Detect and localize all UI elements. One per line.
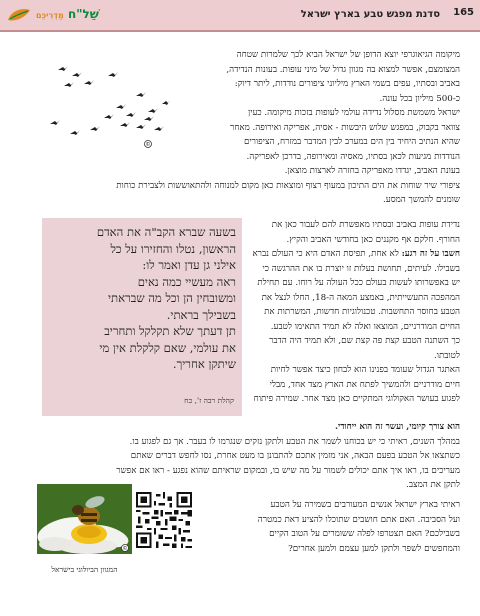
body-line: החורף. חלקם אף מקננים כאן בחודשי האביב והקיץ. [286,234,460,245]
body-line: נדידת עופות באביב ובסתיו מאפשרת להם לעבור כאן את [271,220,460,230]
svg-text:©: © [122,546,128,552]
body-line: הטבע בחוסר התחשבות. טכנולוגיות חדשות, המשרתות את [264,307,460,317]
quote-line: ראה מעשיי כמה נאים [137,274,236,289]
quote-text [50,224,236,373]
closing-text [205,498,460,556]
body-line: לפגוע בעושר האקולוגי המתקיים כאן מצד אחר. שמירה פיתוח [253,394,460,404]
page-title: סדנת מפגש טבע בארץ ישראל [300,9,440,20]
migrating-birds-image [44,62,170,154]
body-span: לא אחת, תפיסת האדם היא כי העולם נברא [252,249,399,259]
quote-line: הראשון, נטלו והחזירו על כל [110,241,236,256]
logo-leaf-icon [6,7,32,23]
quote-source: קהלת רבה ז', כח [184,396,234,405]
intro-line: באביב ובסתיו, עפים בשמי הארץ מיליוני ציפורים נודדות, ליתר דיוק: [234,79,460,89]
right-column-text [250,218,460,407]
body-line [40,420,460,435]
body-line: מעריכים בו, ראו איך אתם יכולים לשמור על מה שיש בו, ובמקום שראיתם שהוא נפגע - ראו אם אפשר [116,465,460,476]
logo-sub: מַדְרִיכֵּם [36,11,64,20]
intro-line: ציפורי שיר שוחות את הים התיכון במעוף רצוף ומוצאות כאן מקום למנוחה ולהתאוששות ולצבירת כוחות [116,180,460,191]
bottom-text [40,420,460,493]
intro-continued [40,164,460,208]
intro-line: הנודדות מגיעות לכאן בסתיו, מאסיה ומאירופה, בדרכן לאפריקה. [246,151,460,162]
quote-line: אילני גן עדן ואמר לו: [142,258,236,272]
qr-code[interactable] [136,492,192,548]
body-line: החיים המודרניים, המוצאו ואלה לא תמיד התאימו לטבע. [270,321,460,332]
body-line: האתגר הגדול שעומד בפנינו הוא לבחון כיצד אפשר לחיות [270,365,460,375]
body-line: בשבילו. לעיתים, תחושת בעלות זו יוצרת בו את ההרגשה כי [262,263,460,274]
intro-line: שהיא הנתיב היחיד בין הים במערב לבין המדבר במזרח, הציפורים [243,137,460,147]
page-number: 165 [453,7,474,18]
body-line: המהפכה התעשייתית, באמצע המאה ה-18, החלו לנצל את [261,292,460,303]
intro-line: בעונת האביב, יגדדו מאפריקה בחזרה לארצות מוצאן. [284,166,460,176]
body-line: כך השתנה הטבע קצת פה קצת שם, ולא תמיד היה הדבר [269,336,460,346]
logo [34,7,99,21]
body-line: חיים מודרניים ולהמשיך לפתח את הארץ מצד אחד, מבלי [269,379,460,390]
logo-main: שֵׁל"ח [67,7,99,21]
bee-flower-photo [37,484,132,554]
quote-line: את עולמי, שאם קלקלת אין מי [99,340,236,355]
photo-caption: המגוון הביולוגי בישראל [51,565,118,574]
bold-lead: חשבו על זה רגע: [401,249,460,259]
intro-line: המצומצם, אפשר למצוא בה מגוון גדול של מיני עופות. בעונות הנדידה, [226,64,460,75]
intro-line: שומנים להמשך המסע. [383,195,460,205]
body-line: ראיתי בארץ ישראל אנשים המעורבים בשמירה על הטבע [270,500,460,510]
body-line [250,247,460,262]
body-line: בשבילכם? האם תצטרפו לפלה ששומרים על הטוב הקיים [269,529,460,539]
body-line: לתקן את המצב. [406,480,460,490]
quote-box [42,218,242,416]
svg-text:©: © [145,142,151,148]
body-line: במהלך השנים, ראיתי כי יש בכוחנו לשמר את הטבע ולתקן נזקים שנגרמו לו בעבר. אך גם לפגוע בו. [129,436,460,447]
body-line: ועל הסביבה. האם אתם חושבים שתוכלו להציע דאת כמטרה [257,514,460,525]
body-line: יש באפשרותו לעשות בעולם ככל העולה על רוחו. עם תחילת [257,278,460,288]
page-header [0,0,480,32]
quote-line: בשבילך בראתי. [166,307,236,322]
body-line: כשתצאו אל הטבע בפעם הבאה, אני מזמין אתכם להתבונן בו מעט אחרת, נסו לחפש דברים שאתם [130,451,460,461]
intro-text [170,48,460,164]
quote-line: ומשובחין הן וכל מה שבראתי [108,291,236,305]
body-line: לטובתו. [433,350,460,361]
body-line: והמחפשים לשפר ולתקן למען עצמם ולמען אחרים? [288,543,460,554]
quote-line: תן דעתך שלא תקלקל ותחריב [104,324,236,338]
intro-line: מיקומה הגיאוגרפי יוצא הדופן של ישראל הביא לכך שלמרות שטחה [236,50,460,60]
quote-line: בשעה שברא הקב"ה את האדם [96,225,236,239]
intro-line: צוואר בקבוק, במפגש שלוש היבשות - אסיה, אפריקה ואירופה. מאחר [230,122,460,133]
quote-line: שיתקן אחריך. [172,357,236,371]
bold-line: הוא צורך קיומי, ועשר זה הוא ייחודי. [334,422,460,432]
intro-line: ישראל משמשת מסלול נדידה עולמי לעופות בזכות מיקומה. כעין [247,108,460,118]
intro-line: כ-500 מיליון בכל עונה. [379,93,460,104]
